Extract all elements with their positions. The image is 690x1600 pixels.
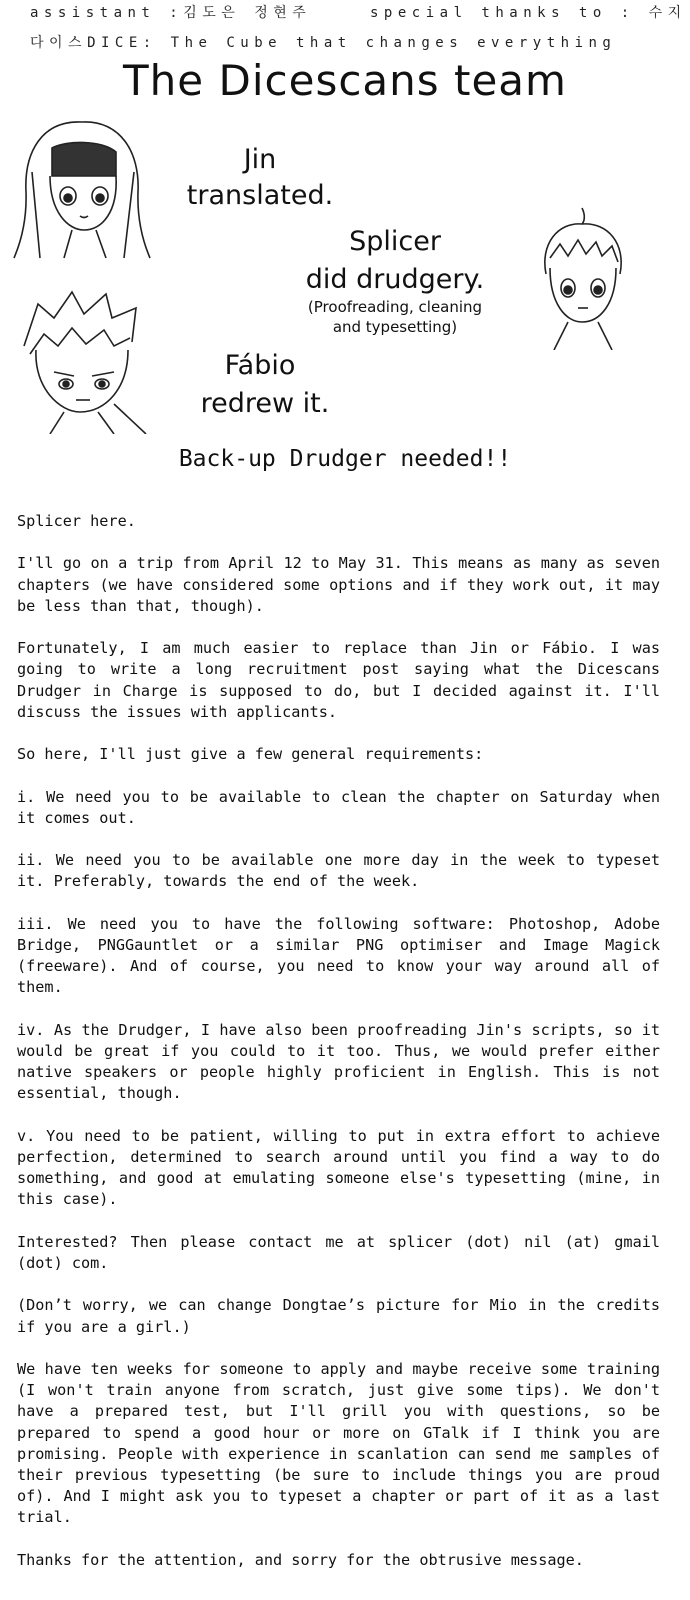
fabio-role: redrew it. — [200, 388, 330, 419]
fabio-portrait — [14, 284, 154, 434]
notice-heading: Back-up Drudger needed!! — [178, 446, 512, 472]
page-title: The Dicescans team — [123, 56, 567, 105]
splicer-role: did drudgery. — [305, 264, 485, 295]
splicer-note-line-1: (Proofreading, cleaning — [307, 298, 483, 316]
requirement-item: ii. We need you to be available one more day in the week to typeset it. Preferably, towards the end of the week. — [17, 851, 660, 891]
splicer-note-line-2: and typesetting) — [332, 318, 458, 336]
notice-paragraph: Fortunately, I am much easier to replace than Jin or Fábio. I was going to write a long recruitment post saying what the Dicescans Drudger in Charge is supposed to do, but I decided against it. I'll discuss the issues with applicants. — [17, 639, 660, 721]
notice-paragraph: I'll go on a trip from April 12 to May 31. This means as many as seven chapters (we have considered some options and if they work out, it may be less than that, though). — [17, 554, 660, 615]
special-thanks: special thanks to : 수지 — [370, 5, 687, 21]
requirement-item: i. We need you to be available to clean the chapter on Saturday when it comes out. — [17, 787, 660, 827]
jin-role: translated. — [186, 180, 334, 211]
fabio-name: Fábio — [224, 350, 296, 381]
series-title: 다이스DICE: The Cube that changes everything — [30, 35, 617, 51]
notice-paragraph: We have ten weeks for someone to apply and maybe receive some training (I won't train anyone from scratch, just give some tips). We don't have a prepared test, but I'll grill you with questions, so be prepared to spend a good hour or more on GTalk if I think you are promising. People with experience in scanlation can send me samples of their previous typesetting (be sure to include things you are proud of). And I might ask you to typeset a chapter or part of it as a last trial. — [17, 1359, 660, 1527]
requirement-item: iv. As the Drudger, I have also been proofreading Jin's scripts, so it would be great if you could to it too. Thus, we would prefer either native speakers or people highly proficient in English. This is not essential, though. — [17, 1020, 660, 1103]
notice-paragraph: So here, I'll just give a few general requirements: — [17, 745, 484, 764]
jin-name: Jin — [243, 144, 277, 175]
jin-portrait — [12, 112, 152, 260]
notice-paragraph: Splicer here. — [17, 512, 136, 530]
assistant-credit: assistant :김도은 정현주 — [30, 5, 312, 21]
contact-paragraph: Interested? Then please contact me at splicer (dot) nil (at) gmail (dot) com. — [17, 1232, 660, 1272]
notice-paragraph: (Don’t worry, we can change Dongtae’s picture for Mio in the credits if you are a girl.) — [17, 1296, 660, 1336]
requirement-item: iii. We need you to have the following software: Photoshop, Adobe Bridge, PNGGauntlet or a similar PNG optimiser and Image Magick (freeware). And of course, you need to know your way around all of them. — [17, 914, 660, 997]
splicer-name: Splicer — [349, 226, 441, 257]
splicer-portrait — [532, 204, 632, 350]
notice-body — [17, 511, 660, 1592]
closing-paragraph: Thanks for the attention, and sorry for the obtrusive message. — [17, 1550, 584, 1569]
requirement-item: v. You need to be patient, willing to put in extra effort to achieve perfection, determined to search around until you find a way to do something, and good at emulating someone else's typesetting (mine, in this case). — [17, 1126, 660, 1209]
